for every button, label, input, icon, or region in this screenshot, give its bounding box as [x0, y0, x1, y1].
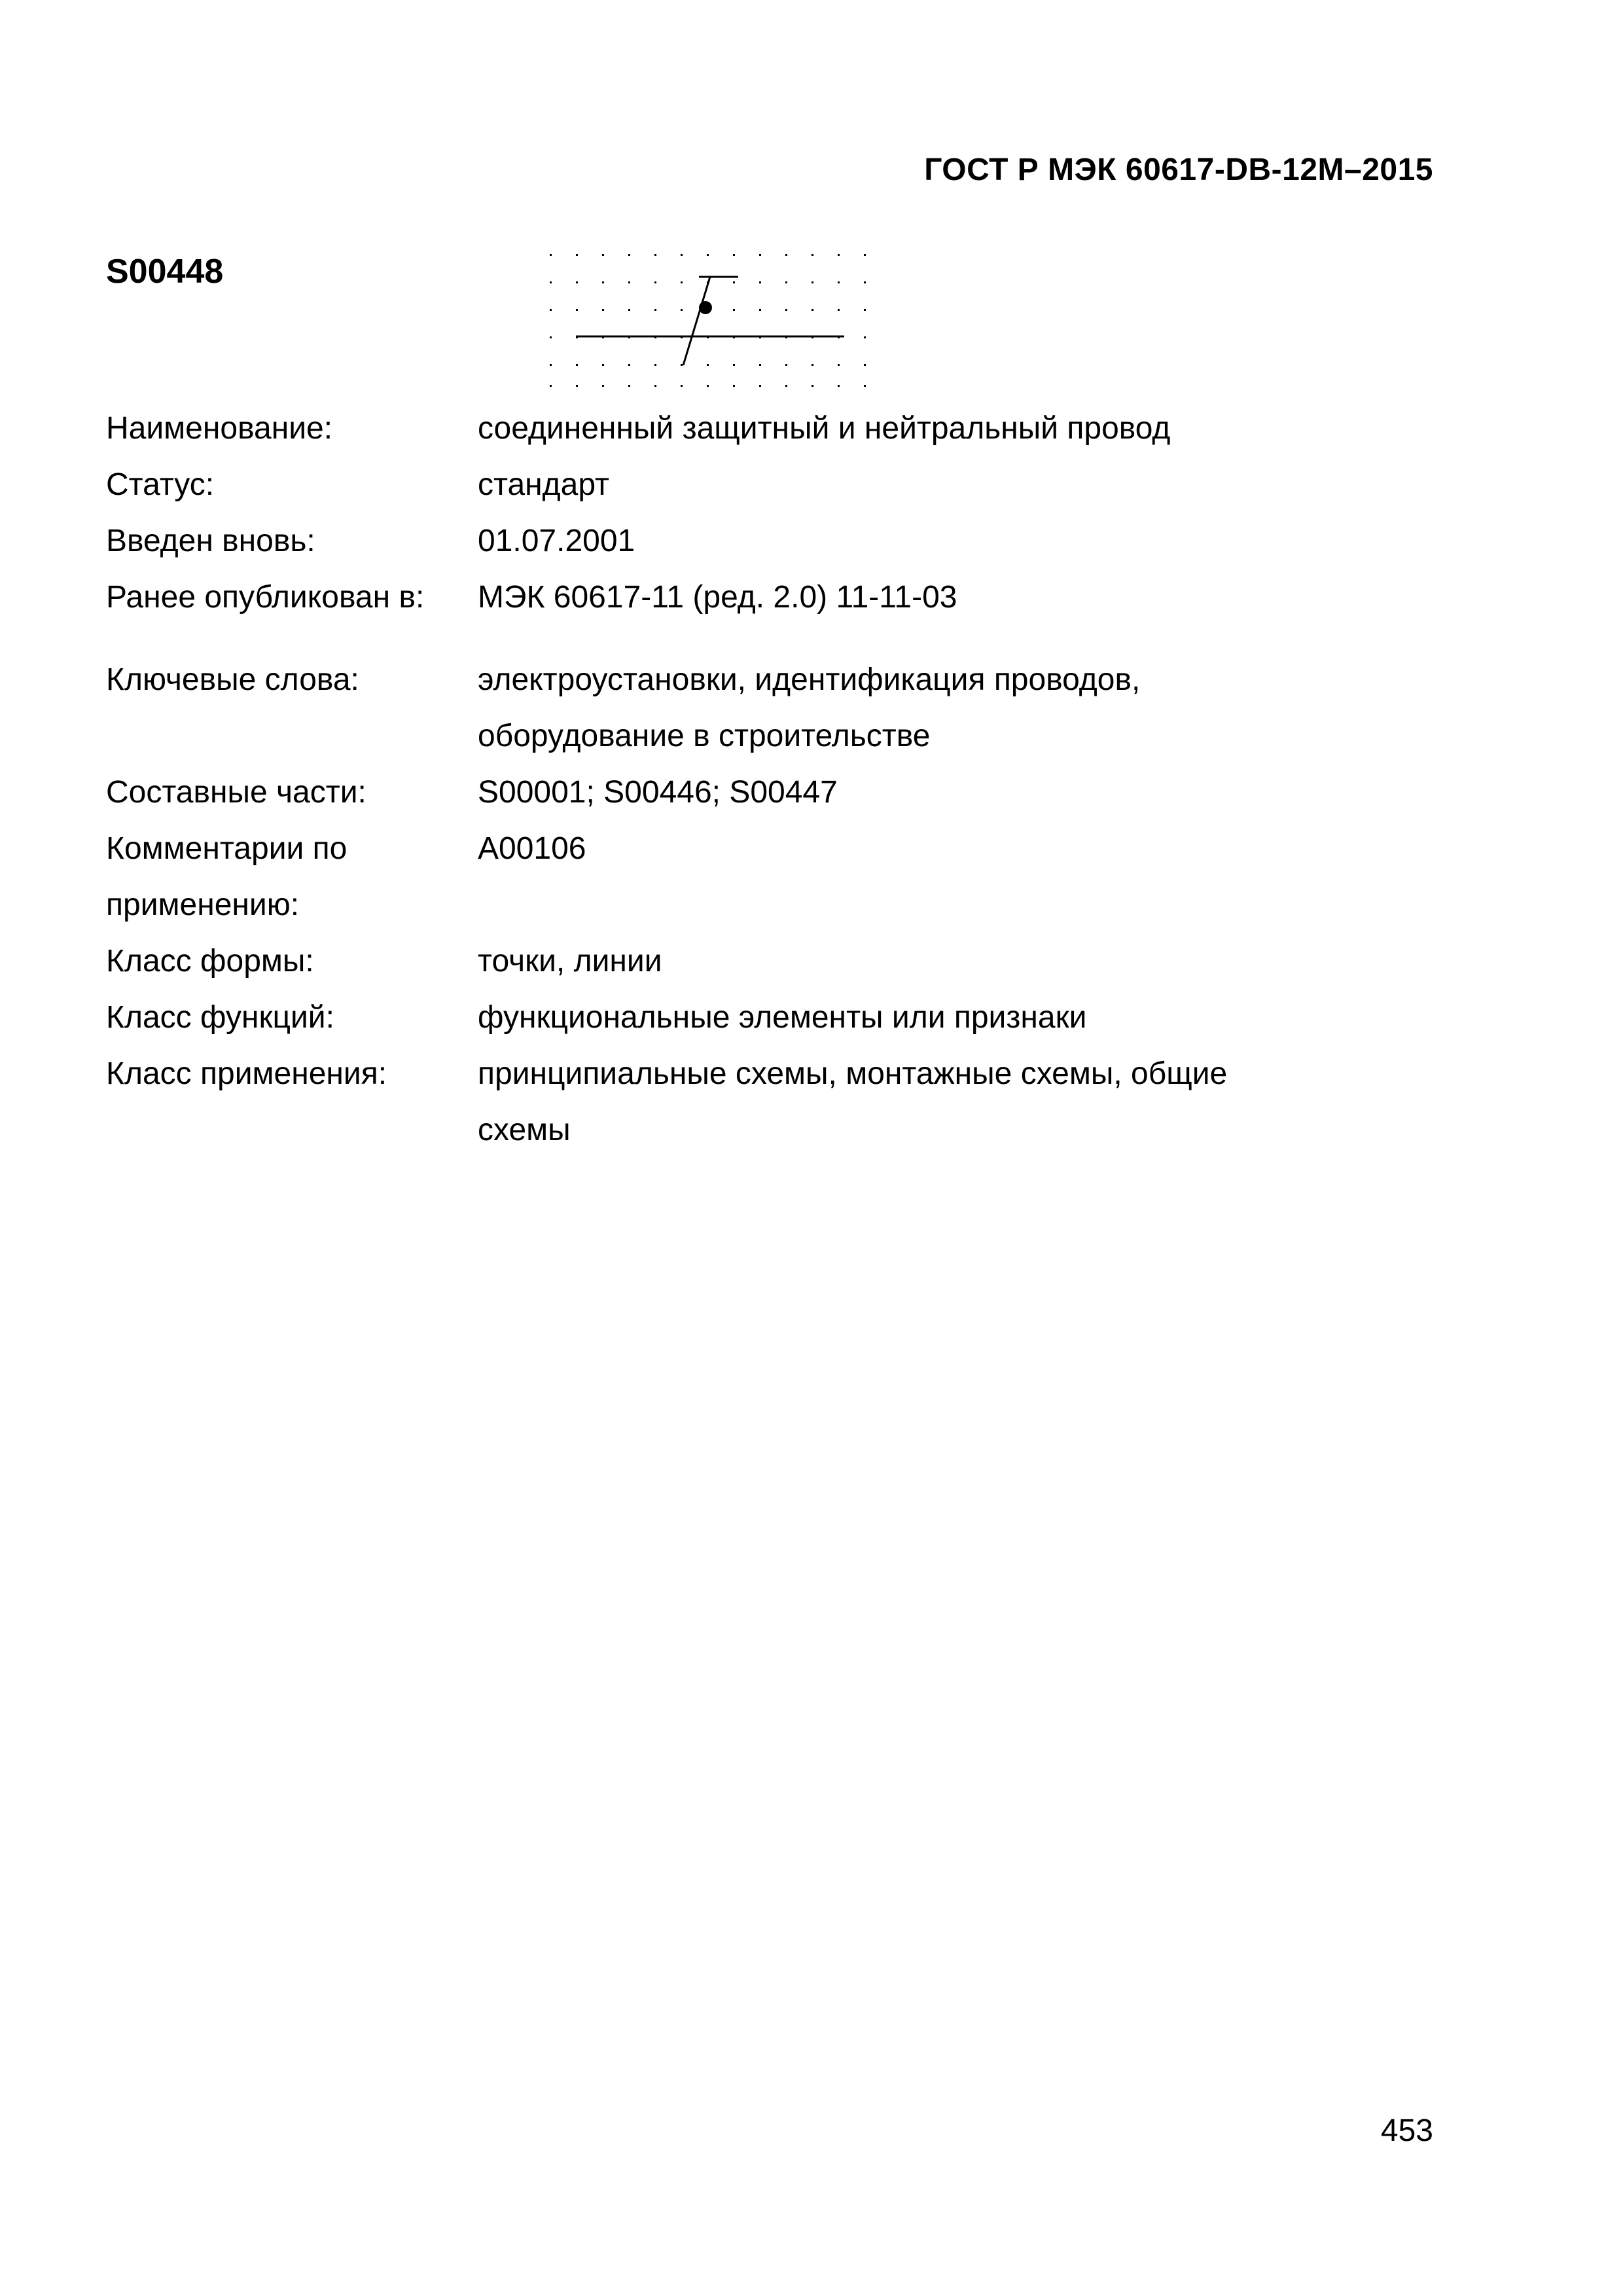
- keywords-line-2: оборудование в строительстве: [478, 719, 931, 753]
- attribute-row-function-class: Класс функций: функциональные элементы или признаки: [106, 1000, 1087, 1035]
- application-class-line-2: схемы: [478, 1113, 571, 1147]
- attribute-row-name: Наименование: соединенный защитный и нейтральный провод: [106, 411, 1171, 446]
- application-notes-label-line-2: применению:: [106, 888, 300, 922]
- application-notes-label-line-1: Комментарии по: [106, 831, 348, 866]
- attribute-row-published: Ранее опубликован в: МЭК 60617-11 (ред. 2.0) 11-11-03: [106, 580, 957, 615]
- attribute-row-application-class: Класс применения: принципиальные схемы, монтажные схемы, общие схемы: [106, 1046, 1480, 1158]
- attribute-row-introduced: Введен вновь: 01.07.2001: [106, 524, 635, 558]
- symbol-figure: [543, 247, 883, 391]
- attribute-row-keywords: Ключевые слова: электроустановки, идентификация проводов, оборудование в строительстве: [106, 652, 1480, 764]
- attribute-row-status: Статус: стандарт: [106, 467, 609, 502]
- junction-dot: [699, 301, 712, 314]
- attribute-row-shape-class: Класс формы: точки, линии: [106, 944, 662, 978]
- attribute-table: [106, 401, 1480, 1158]
- application-class-line-1: принципиальные схемы, монтажные схемы, общие: [478, 1056, 1228, 1091]
- page-number: 453: [1380, 2113, 1433, 2148]
- symbol-id: S00448: [106, 253, 224, 291]
- neutral-tick: [683, 277, 710, 365]
- attribute-row-components: Составные части: S00001; S00446; S00447: [106, 775, 838, 810]
- dot-grid: [550, 254, 866, 387]
- keywords-line-1: электроустановки, идентификация проводов,: [478, 662, 1141, 697]
- attribute-row-application-notes: Комментарии по применению: A00106: [106, 821, 1480, 933]
- standard-reference: ГОСТ Р МЭК 60617-DB-12М–2015: [924, 152, 1433, 187]
